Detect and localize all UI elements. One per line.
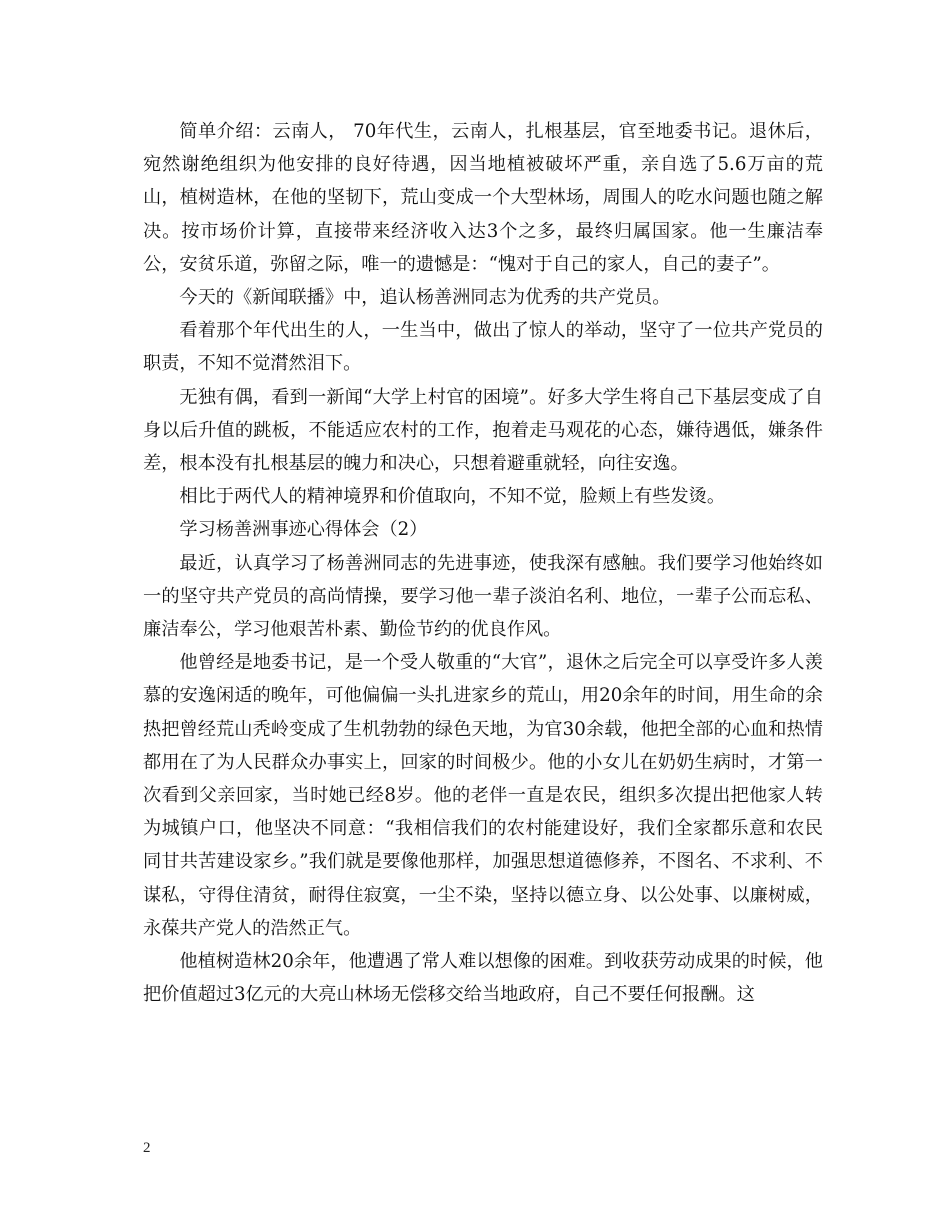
paragraph-study: 最近，认真学习了杨善洲同志的先进事迹，使我深有感触。我们要学习他始终如一的坚守共产党员的高尚情操，要学习他一辈子淡泊名利、地位，一辈子公而忘私、廉洁奉公，学习他艰苦朴素、勤俭节约的优良作风。 xyxy=(143,552,823,641)
paragraph-comparison: 相比于两代人的精神境界和价值取向，不知不觉，脸颊上有些发烫。 xyxy=(179,486,726,508)
paragraph-village-officials: 无独有偶，看到一新闻“大学上村官的困境”。好多大学生将自己下基层变成了自身以后升值的跳板，不能适应农村的工作，抱着走马观花的心态，嫌待遇低，嫌条件差，根本没有扎根基层的魄力和决心，只想着避重就轻，向往安逸。 xyxy=(143,386,823,475)
document-body xyxy=(143,115,823,1011)
paragraph-biography: 他曾经是地委书记，是一个受人敬重的“大官”，退休之后完全可以享受许多人羡慕的安逸闲适的晚年，可他偏偏一头扎进家乡的荒山，用20余年的时间，用生命的余热把曾经荒山秃岭变成了生机勃勃的绿色天地，为官30余载，他把全部的心血和热情都用在了为人民群众办事实上，回家的时间极少。他的小女儿在奶奶生病时，才第一次看到父亲回家，当时她已经8岁。他的老伴一直是农民，组织多次提出把他家人转为城镇户口，他坚决不同意：“我相信我们的农村能建设好，我们全家都乐意和农民同甘共苦建设家乡。”我们就是要像他那样，加强思想道德修养，不图名、不求利、不谋私，守得住清贫，耐得住寂寞，一尘不染，坚持以德立身、以公处事、以廉树威，永葆共产党人的浩然正气。 xyxy=(143,652,823,939)
page-number: 2 xyxy=(143,1140,151,1156)
paragraph-intro: 简单介绍：云南人， 70年代生，云南人，扎根基层，官至地委书记。退休后，宛然谢绝组织为他安排的良好待遇，因当地植被破坏严重，亲自选了5.6万亩的荒山，植树造林，在他的坚韧下，荒山变成一个大型林场，周围人的吃水问题也随之解决。按市场价计算，直接带来经济收入达3个之多，最终归属国家。他一生廉洁奉公，安贫乐道，弥留之际，唯一的遗憾是：“愧对于自己的家人，自己的妻子”。 xyxy=(143,121,823,275)
paragraph-news: 今天的《新闻联播》中，追认杨善洲同志为优秀的共产党员。 xyxy=(179,287,671,309)
paragraph-reflection: 看着那个年代出生的人，一生当中，做出了惊人的举动，坚守了一位共产党员的职责，不知不觉潸然泪下。 xyxy=(143,320,823,375)
section-heading: 学习杨善洲事迹心得体会（2） xyxy=(179,519,428,541)
paragraph-forestry: 他植树造林20余年，他遭遇了常人难以想像的困难。到收获劳动成果的时候，他把价值超过3亿元的大亮山林场无偿移交给当地政府，自己不要任何报酬。这 xyxy=(143,951,823,1006)
